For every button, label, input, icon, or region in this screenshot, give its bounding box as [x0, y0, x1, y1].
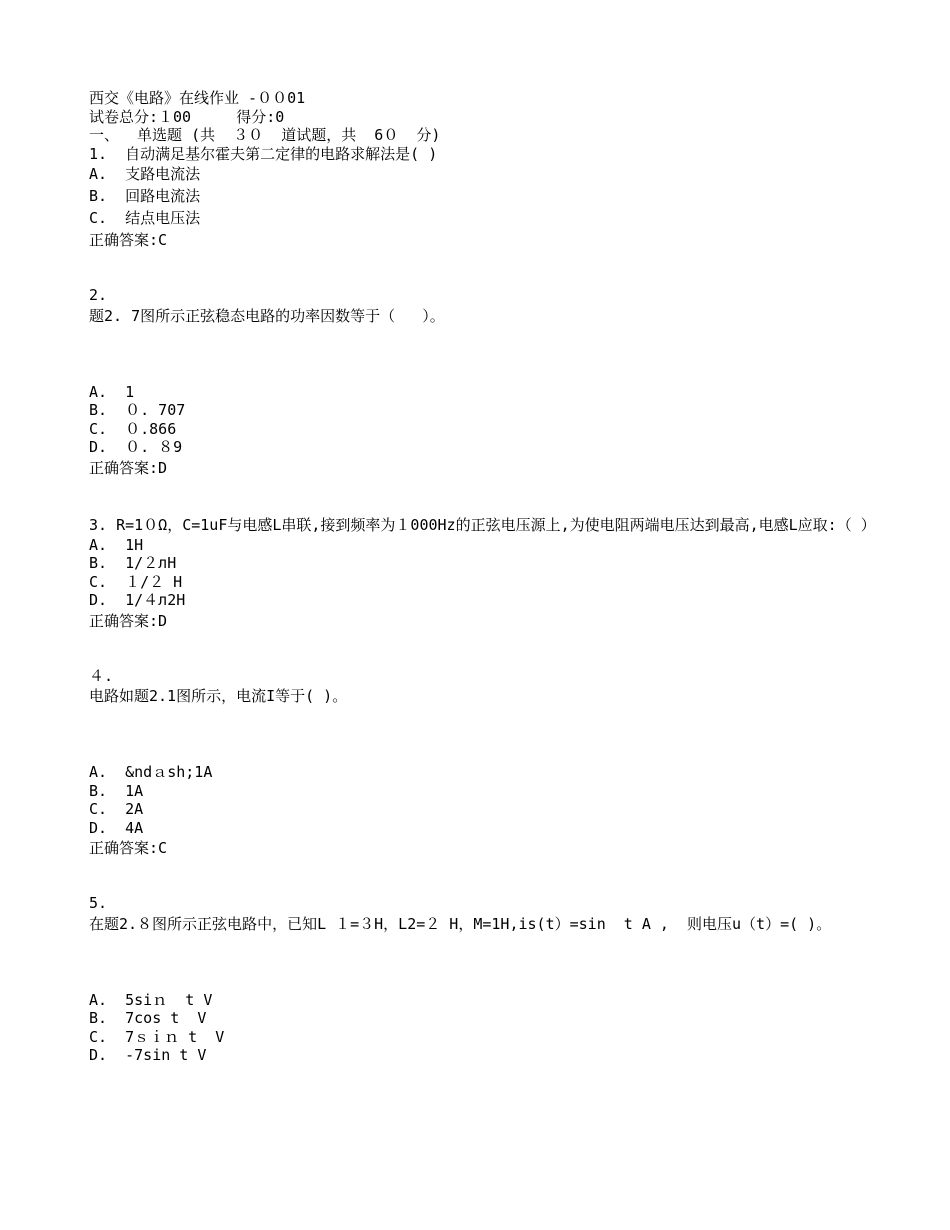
- question-stem: R=1０Ω，C=1uF与电感L串联,接到频率为１000Hz的正弦电压源上,为使电阻两端电压达到最高,电感L应取:（ ）: [107, 515, 876, 534]
- option-b: B. 1A: [89, 781, 144, 800]
- option-a: A. 1H: [89, 535, 144, 554]
- option-b: B. 1/２лH: [89, 554, 177, 572]
- correct-answer: 正确答案:C: [89, 231, 168, 249]
- question-5: [89, 894, 869, 1065]
- question-number: 1.: [89, 144, 108, 163]
- option-c: C. １/２ H: [89, 572, 183, 591]
- correct-answer: 正确答案:D: [89, 611, 168, 630]
- question-number: 5.: [89, 894, 108, 912]
- option-a: A. &ndａsh;1A: [89, 763, 213, 781]
- question-3-text: [89, 514, 876, 536]
- option-d: D. -7sin t V: [89, 1046, 207, 1064]
- document-title: 西交《电路》在线作业 -００01: [89, 89, 306, 107]
- option-c: C. ０.866: [89, 419, 177, 438]
- option-d: D. 1/４л2H: [89, 591, 186, 609]
- option-b: B. 回路电流法: [89, 187, 201, 205]
- option-a: A. 支路电流法: [89, 165, 201, 183]
- option-d: D. 4A: [89, 818, 144, 837]
- option-a: A. 5siｎ t V: [89, 990, 213, 1009]
- section-heading: 一、 单选题 (共 ３０ 道试题，共 6０ 分): [89, 126, 441, 144]
- question-stem: 在题2.８图所示正弦电路中，已知L １=３H，L2=２ H，M=1H,is(t）=sin t A , 则电压u（t）=( )。: [89, 914, 832, 933]
- question-1: [89, 145, 869, 252]
- document-page: [89, 89, 876, 1065]
- correct-answer: 正确答案:C: [89, 839, 168, 857]
- question-3: [89, 514, 876, 632]
- option-a: A. 1: [89, 382, 135, 401]
- option-c: C. 结点电压法: [89, 209, 201, 227]
- score-line: 试卷总分:１00 得分:0: [89, 107, 285, 126]
- question-4: [89, 667, 869, 860]
- question-number: ４.: [89, 666, 114, 685]
- option-b: B. ０. 707: [89, 401, 186, 419]
- option-c: C. 7ｓｉｎ t V: [89, 1027, 225, 1046]
- option-d: D. ０. ８9: [89, 438, 183, 456]
- question-number: 3.: [89, 515, 108, 534]
- option-c: C. 2A: [89, 800, 144, 818]
- question-stem: 自动满足基尔霍夫第二定律的电路求解法是( ): [107, 144, 438, 163]
- question-stem: 电路如题2.1图所示，电流I等于( )。: [89, 687, 348, 705]
- question-stem: 题2. 7图所示正弦稳态电路的功率因数等于（ ）。: [89, 306, 445, 325]
- question-number: 2.: [89, 286, 108, 304]
- question-2: [89, 286, 869, 479]
- option-b: B. 7cos t V: [89, 1009, 207, 1027]
- correct-answer: 正确答案:D: [89, 458, 168, 477]
- question-1-text: [89, 145, 869, 164]
